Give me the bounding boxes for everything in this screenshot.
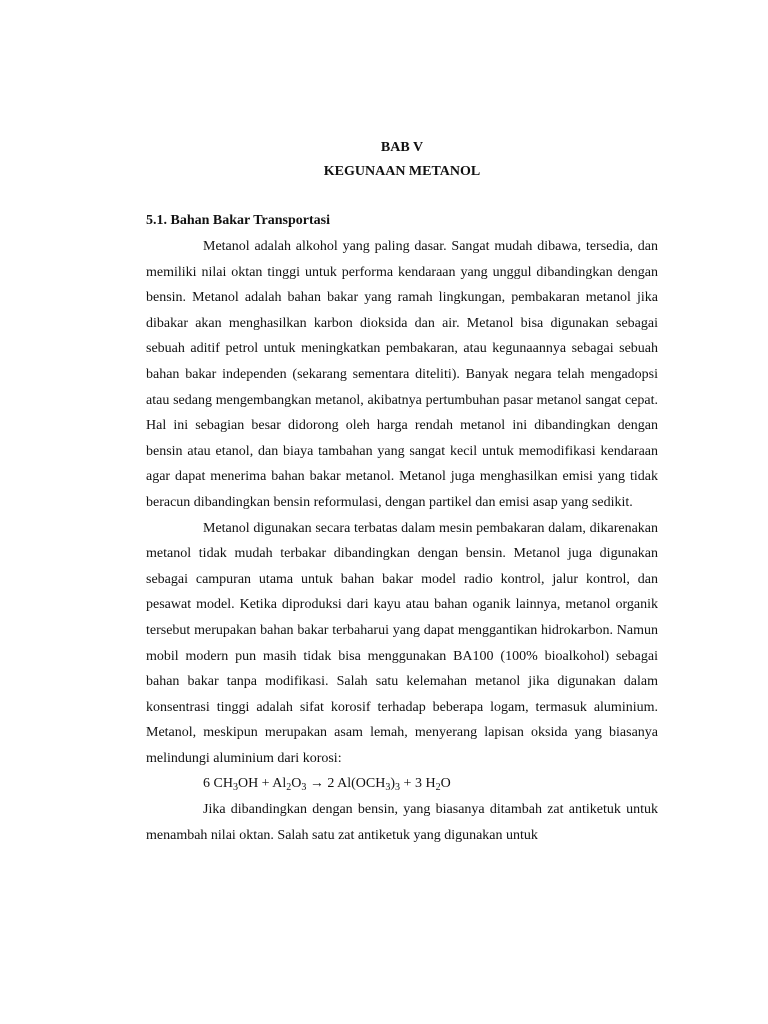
equation-part: ) [390,776,396,792]
equation-part: O [291,776,302,792]
equation-subscript: 2 [435,782,441,794]
equation-subscript: 2 [286,782,292,794]
equation-part: + 3 H [400,776,436,792]
equation-part: O [440,776,451,792]
body-text [146,234,658,848]
section-title: 5.1. Bahan Bakar Transportasi [146,213,330,228]
paragraph: Metanol adalah alkohol yang paling dasar. Sangat mudah dibawa, tersedia, dan memiliki nilai oktan tinggi untuk performa kendaraan yang unggul dibandingkan dengan bensin. Metanol adalah bahan bakar yang ramah lingkungan, pembakaran metanol jika dibakar akan menghasilkan karbon dioksida dan air. Metanol bisa digunakan sebagai sebuah aditif petrol untuk meningkatkan pembakaran, atau kegunaannya sebagai sebuah bahan bakar independen (sekarang sementara diteliti). Banyak negara telah mengadopsi atau sedang mengembangkan metanol, akibatnya pertumbuhan pasar metanol sangat cepat. Hal ini sebagian besar didorong oleh harga rendah metanol ini dibandingkan dengan bensin atau etanol, dan biaya tambahan yang sangat kecil untuk memodifikasi kendaraan agar dapat menerima bahan bakar metanol. Metanol juga menghasilkan emisi yang tidak beracun dibandingkan bensin reformulasi, dengan partikel dan emisi asap yang sedikit. [146,239,658,510]
chapter-header [146,136,658,184]
chapter-title: KEGUNAAN METANOL [323,164,481,179]
equation-subscript: 3 [232,782,238,794]
equation-subscript: 3 [301,782,307,794]
equation-subscript: 3 [385,782,391,794]
equation-part: 6 CH [203,776,233,792]
equation-subscript: 3 [395,782,401,794]
chemical-equation [146,771,658,797]
chapter-number: BAB V [380,140,424,155]
paragraph: Jika dibandingkan dengan bensin, yang biasanya ditambah zat antiketuk untuk menambah nilai oktan. Salah satu zat antiketuk yang digunakan untuk [146,802,658,843]
equation-part: OH + Al [237,776,287,792]
equation-part: → 2 Al(OCH [306,776,386,792]
paragraph: Metanol digunakan secara terbatas dalam mesin pembakaran dalam, dikarenakan metanol tidak mudah terbakar dibandingkan dengan bensin. Metanol juga digunakan sebagai campuran utama untuk bahan bakar model radio kontrol, jalur kontrol, dan pesawat model. Ketika diproduksi dari kayu atau bahan oganik lainnya, metanol organik tersebut merupakan bahan bakar terbaharui yang dapat menggantikan hidrokarbon. Namun mobil modern pun masih tidak bisa menggunakan BA100 (100% bioalkohol) sebagai bahan bakar tanpa modifikasi. Salah satu kelemahan metanol jika digunakan dalam konsentrasi tinggi adalah sifat korosif terhadap beberapa logam, termasuk aluminium. Metanol, meskipun merupakan asam lemah, menyerang lapisan oksida yang biasanya melindungi aluminium dari korosi: [146,520,658,766]
